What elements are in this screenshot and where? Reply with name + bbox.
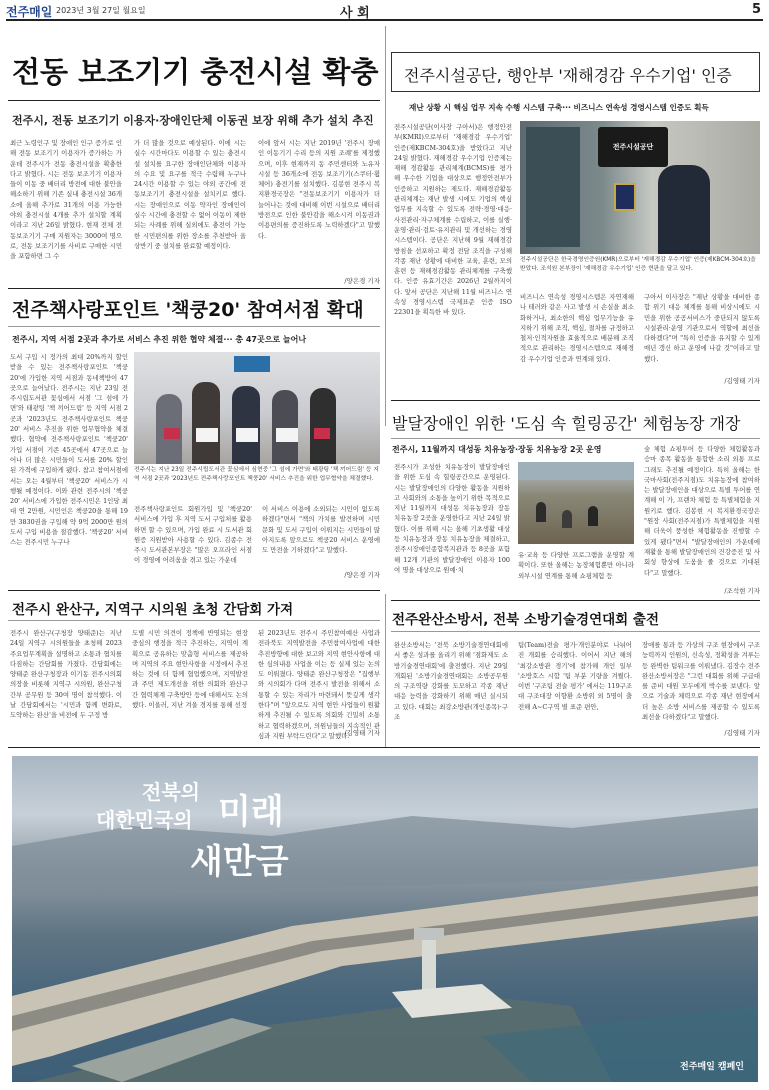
person-2 [192,382,220,464]
article6-col2: 팀(Team)전술 평가·개인분야로 나뉘어진 개회를 승리했다. 이어서 지난 해의 '최강소방관 경기'에 참가해 개인 일부 '소방호스 시합 '팀 부분 기량을 겨뤘다. 이번 '구조팀 전술 평가' 에서는 119구조대 구조대장 이향환 소방위 외 5명이 출전해 A~C구역 별 표준 편안, [518,641,632,711]
article2-caption: 전주시설공단은 한국경영인증원(KMR)으로부터 '재해경감 우수기업' 인증(제KBCM-304호)을 받았다. 조석원 본부장이 '재해경감 우수기업' 인증 현판을 달고 있다. [520,257,756,272]
person-figure [658,165,710,254]
article1-subtitle: 전주시, 전동 보조기기 이용자·장애인단체 이동권 보장 위해 추가 설치 추진 [12,114,374,127]
article5-rule [8,620,380,621]
wall-sign [234,356,270,372]
article1-col3: 이에 앞서 시는 지난 2019년 '전주시 장애인 이동기기 수리 등의 지원 조례'를 제정했으며, 이후 현재까지 동 주민센터와 노유자시설 등 36개소에 전동 보조기기(스쿠터·휠체어) 충전기를 설치했다. 김봉현 전주시 복지환경국장은 "전동보조기기 이용자가 더 늘어나는 것에 대비해 이번 시설으로 배터리 방전으로 인한 불안감을 해소시켜 이동권과 이용편의를 증진하도록 노력하겠다"고 말했다. [258,139,380,240]
article1-rule [8,100,380,101]
article6-title: 전주완산소방서, 전북 소방기술경연대회 출전 [392,612,660,628]
article2-title: 전주시설공단, 행안부 '재해경감 우수기업' 인증 [404,66,732,85]
agreement-folder-1 [164,428,180,439]
article4-top-rule [391,400,760,401]
facility-sign: 전주시설공단 [598,127,668,167]
section-title: 사 회 [340,6,370,21]
glass-door [526,127,580,247]
header-rule [6,19,763,21]
article2-subtitle: 재난 상황 시 핵심 업무 지속 수행 시스템 구축··· 비즈니스 연속성 경영시스템 인증도 획득 [409,103,709,112]
article2-col-left: 전주시설공단(이사장 구아서)은 행정안전부(KMRI)으로부터 '재해경감 우수기업' 인증(제KBCM-304호)을 받았다고 지난 24일 밝혔다. 재해경감 우수기업 인증제는 재해 경감활동 관리체계(BCMS)를 평가해 우수한 기업을 대상으로 행정안전부가 인증하고 지원하는 제도다. 재해경감활동 관리체계는 재난 발생 시에도 기업의 핵심 업무를 지속할 수 있도록 전략·경영·대응·사전관리·자구체계를 수립하고, 이를 실행·운영·관리·검토·유지관리 및 개선하는 경영시스템이다. 공단은 지난해 9월 재해경감 방침을 선포하고 확정 전담 조직을 구성해 각종 재난 상황에 대비한 교육, 훈련, 모의훈련 등 재해경감활동 관리체계를 구축했다. 인증 유효기간은 2026년 2월까지이다. 앞서 공단은 지난해 11월 비즈니스 연속성 경영시스템 국제표준 인증 ISO 22301을 획득한 바 있다. [394,123,512,317]
article1-title: 전동 보조기기 충전시설 확충 [12,55,379,89]
article6-rule [391,631,760,632]
sky [518,462,634,480]
agreement-doc-2 [236,428,258,442]
article3-col-right: 이 서비스 이용에 소외되는 시민이 없도록 하겠다"면서 "책의 가치를 발견하며 시민 문화 및 도서 구입이 이뤄지는 시민들이 많아지도록 앞으로도 책쿵20 서비스 운영에도 만전을 기하겠다"고 말했다. [262,505,380,555]
article4-subtitle: 전주시, 11월까지 대성동 치유농장·장동 치유농장 2곳 운영 [392,445,602,454]
article3-subtitle: 전주시, 지역 서점 2곳과 추가로 서비스 추진 위한 협약 체결··· 총 47곳으로 늘어나 [12,335,307,344]
article4-byline: /조석현 기자 [724,587,760,595]
agreement-folder-2 [314,428,330,439]
issue-date: 2023년 3월 27일 월요일 [56,6,146,15]
article1-col2: 가 더 많을 것으로 예상된다. 이에 시는 실수 시간마다도 이용할 수 있는 충전시설 설치를 요구한 장애인단체와 이용자의 수요 및 요구를 적극 수렴해 누구나 24시간 이용할 수 있는 야외 공간에 전동보조기기 충전시설을 설치키로 했다. 시는 장애인으로 이동 약자인 장애인이 실수 시간에 충전할 수 없어 이동이 제한되는 사례를 위해 실외에도 충전이 가능한 시민편의를 위한 장소를 추천받아 올 상반기 중 설치를 완료할 예정이다. [134,139,246,250]
person-3 [232,386,260,464]
person-5 [310,388,336,464]
farmer-3 [588,506,598,526]
article1-col1: 최근 노령인구 및 장애인 인구 증가로 인해 전동 보조기기 이용자가 증가하는 가운데 전주시가 전동 충전시설을 확충한다고 밝혔다. 시는 전동 보조기기 이용자들이 이동 중 배터리 방전에 대한 불안을 해소하기 위해 기존 실내 충전시설 36개소에 올해 추가로 31개의 이용 가능한 야외 충전시설 4개를 추가 설치할 계획이라고 지난 26일 밝혔다. 현재 전체 전동보조기기 구매 지원자는 3000여 명으로, 전동 보조기기를 사비로 구매한 시민을 포함하면 그 수 [10,139,122,261]
article5-col2: 도별 시민 의견이 정책에 반영되는 현장 중심의 행정을 적극 추진하는, 지역이 계획으로 공유하는 맞춤형 서비스를 제공하며 지역의 주요 현안사항을 시정에서 추진하는 것에 더 함께 협업했으며, 지역발전과 주민 제도개선을 위한 의회와 완산구 간 협력체계 구축방안 등에 대해서도 논의했다. 이울러, 지난 겨울 경지를 통해 선정 [132,629,248,710]
article1-byline: /양은경 기자 [344,277,380,285]
article3-byline: /양은경 기자 [344,571,380,579]
column-divider-bottom [385,594,386,748]
ad-credit: 전주매일 캠페인 [680,1062,744,1072]
article6-top-rule [391,600,760,601]
agreement-doc-1 [196,428,218,442]
article2-photo [520,121,760,254]
page-number: 5 [751,2,761,17]
article5-col1: 전주시 완산구(구청장 양태준)는 지난 24일 지역구 시의원들을 초청해 2023 주요업무계획을 설명하고 소통과 협치를 다짐하는 간담회를 가졌다. 간담회에는 양태준 완산구청장과 이기동 전주시의회 의장을 비롯해 지역구 시의원, 완산구청 간부 공무원 등 30여 명이 참석했다. 이날 간담회에서는 '시민과 함께 변화로, 도약하는 완산'을 비전에 두 구정 방 [10,629,122,720]
agreement-doc-3 [276,428,298,442]
ad-big2: 새만금 [190,842,289,882]
column-divider-top [385,26,386,426]
saemangeum-ad [12,756,758,1082]
article5-col3: 된 2023년도 전주시 주민참여예산 사업과 전라북도 지역발전을 주민참여사업에 대한 추진방향에 대한 보고와 지역 현안사항에 대한 심의내용 사업을 이는 등 실제 있는 논의도 이뤄졌다. 양태준 완산구청장은 "집행부와 시의회가 다며 전주시 발전을 위해서 소통할 수 있는 자리가 마련돼서 뜻깊게 생각한다"며 "앞으로도 지역 현안 사업들이 원활하게 추진될 수 있도록 의회와 긴밀히 소통하고 협력하겠으며, 의원님들의 지속적인 관심과 지원 부탁드린다"고 말했다. [258,629,380,740]
article2-col-right: 구아서 이사장은 "재난 상황을 대비한 종합 위기 대응 체계를 통해 비상시에도 시민을 위한 공공서비스가 중단되지 않도록 시설관리·운영 기관으로서 역할에 최선을 다하겠다"며 "특히 인증을 유지할 수 있게 매년 갱신 하고 운영에 나갈 것"이라고 말했다. [644,293,760,363]
article4-col-mid: 유·교육 등 다양한 프로그램을 운영할 계획이다. 또한 올해는 농장체험뿐만 아니라 외부시설 연계를 통해 쇼핑체험 등 [518,551,634,580]
article5-byline: /김영태 기자 [344,729,380,737]
ad-line1: 전북의 [142,780,200,804]
article4-col-right: 숲 체험 쇼핑투어 등 다양한 체험활동과 승마 종목 활동을 통합한 소리 외통 프로그래도 추진될 예정이다. 특히 올해는 한국마사회(전주지점)도 치유농장에 참여하는 발달장애인을 대상으로 특별 투어를 연계해 이 가, 프랜차 체험 등 특별체험을 지원키로 했다. 김봉현 시 복지환경국장은 "원장 사회(전주지점)가 특별체험을 지원해 더욱이 풍성한 체험활동을 진행할 수 있게 됐다"면서 "발달장애인의 가운데에 재활을 통해 발달장애인의 건강증진 및 사회성 향상에 도움을 줄 것으로 기대된다"고 말했다. [644,445,760,577]
article4-col-left: 전주시가 조성한 치유농장이 발달장애인을 위한 도심 속 힐링공간으로 운영된다. 시는 발달장애인의 다양한 활동을 지원하고 사회와의 소통을 높이기 위한 목적으로 지난 11월까지 대성동 치유농장과 장동 치유농장 2곳을 운영한다고 지난 24일 밝혔다. 이를 위해 시는 올해 기초생활 대상 등 치유농장과 장동 치유농장을 체결하고, 전주시장애인종합복지관과 등 8곳을 포함해 12개 기관의 발달장애인 이용자 100여 명을 대상으로 원예·치 [394,463,510,574]
farmer-2 [562,510,572,528]
farmer-1 [536,502,546,522]
ad-line2: 대한민국의 [96,808,193,832]
article3-photo [134,352,380,464]
article3-col-left: 도서 구입 시 정가의 최대 20%까지 할인받을 수 있는 전주책사랑포인트 '책쿵20'에 가입한 지역 서점과 동네책방이 47곳으로 늘어났다. 전주시는 지난 23일 전주시립도서관 꽃심에서 서점 '그 섬에 가면'와 태광팅 '책 끼어드림' 등 지역 서점 2곳과 '2023년도 전주책사랑포인트 책쿵20' 서비스 추진을 위한 업무협약을 체결했다. 협약에 전주책사랑포인트 '책쿵20' 가입 서점이 기존 45곳에서 47곳으로 늘어나 더 많은 시민들이 도서를 20% 할인된 가격에 구입하게 됐다. 참고 참여서점에서는 오는 4월부터 '책쿵20' 서비스가 시행될 예정이다. 이와 관련 전주시의 '책쿵20' 서비스에 가입한 전주시민은 1인당 최대 연 2만원, 시민인은 책쿵20을 통해 19만 3830권을 구입해 약 9억 2000만 원의 도서 구입 비용을 절감했다. '책쿵20' 서비스는 전주시민 누구나 [10,353,128,547]
article4-photo [518,462,634,544]
article5-title: 전주시 완산구, 지역구 시의원 초청 간담회 가져 [12,602,294,618]
article6-col1: 완산소방서는 '전북 소방기술경연대회에서 좋은 성과를 올리기 위해 '점화제도 소방기술경연대회'에 출전했다. 지난 29일 개회된 '소방기술경연대회는 소방공무원의 구조역량 강화를 도모하고 각종 재난 대응 능력을 강화하기 위해 매년 실시되고 있다. 대회는 최강소방관(개인종목)·구조 [394,641,508,722]
ad-top-rule [8,747,760,748]
article3-rule [8,326,380,327]
article4-rule [391,438,760,439]
masthead: 전주매일 [6,5,53,19]
ad-big1: 미래 [218,792,284,832]
article6-col3: 장애를 통과 등 가상의 구조 현장에서 구조능력까지 인원의, 신속성, 정확성을 겨루는 등 완벽한 팀워크를 이뤄냈다. 김장수 전주완산소방서장은 "그런 대회를 위해 구급대를 준비 대원 모두에게 박수를 보낸다. 앞으로 기술과 체력으로 각종 재난 현장에서 더 높은 소방 서비스를 제공할 수 있도록 최선을 다하겠다"고 말했다. [642,641,760,722]
article2-byline: /김영태 기자 [724,377,760,385]
article3-title: 전주책사랑포인트 '책쿵20' 참여서점 확대 [12,299,364,321]
article2-col-mid: 비즈니스 연속성 경영시스템은 자연재해나 테러와 같은 사고 발생 시 손실을 최소화하거나, 최소한의 핵심 업무기능을 유지하기 위해 조직, 핵심, 절차를 규정하고 철저·인적자원을 효율적으로 배분해 조직적으로 관리하는 경영시스템으로 재해경감 우수기업 인증과 연계돼 있다. [520,293,634,363]
article4-title: 발달장애인 위한 '도심 속 힐링공간' 체험농장 개장 [392,414,741,433]
article3-col-mid: 전주책사랑포인트 회원가입 및 '책쿵20' 서비스에 가입 후 지역 도서 구입처를 활용하면 할 수 있으며, 가입 완료 시 도서관 회원증 지원받아 사용할 수 있다. 김종수 전주시 도서관본부장은 "많은 오프라인 서점이 경영에 어려움을 겪고 있는 가운데 [134,505,252,565]
article6-byline: /김영태 기자 [724,729,760,737]
certification-plaque [614,183,636,211]
article3-caption: 전주시는 지난 23일 전주시립도서관 꽃심에서 심현중 '그 섬에 가면'와 태광팅 '책 끼어드림' 등 지역 서점 2곳과 '2023년도 전주책사랑포인트 책쿵20' 서비스 추진을 위한 업무협약을 체결했다. [134,467,379,482]
person-4 [272,390,298,464]
article3-top-rule [8,288,380,289]
article5-top-rule [8,590,380,591]
